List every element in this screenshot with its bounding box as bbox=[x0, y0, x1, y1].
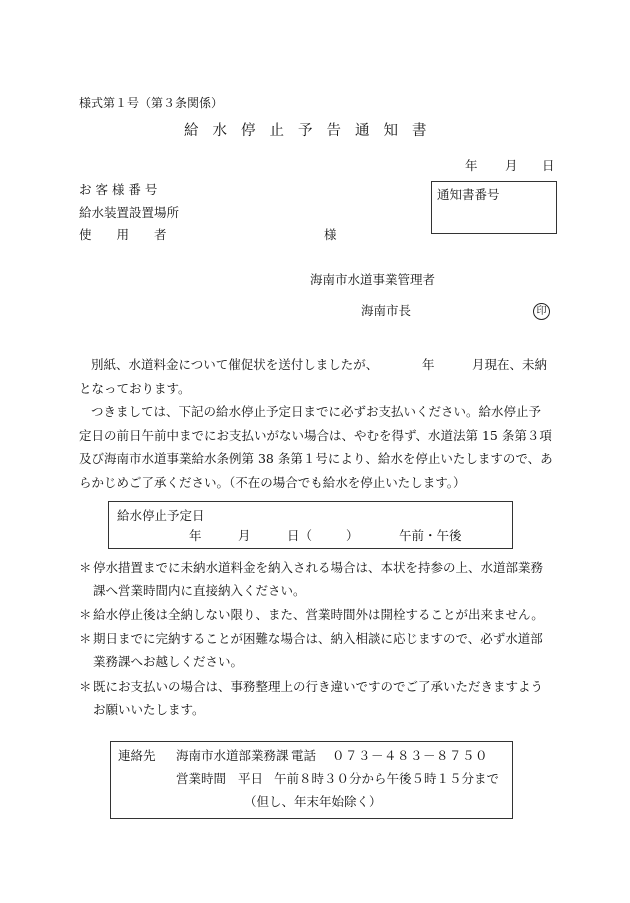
stop-date-month: 月 bbox=[238, 528, 251, 543]
note-text: 既にお支払いの場合は、事務整理上の行き違いですのでご了承いただきますようお願いいたします。 bbox=[93, 679, 544, 717]
stop-date-ampm: 午前・午後 bbox=[399, 528, 462, 543]
issuer-mayor: 海南市長 bbox=[361, 303, 412, 318]
stop-date-day: 日（ bbox=[287, 528, 313, 543]
date-year-label: 年 bbox=[465, 158, 478, 173]
issuer-manager: 海南市水道事業管理者 bbox=[310, 272, 436, 287]
notice-number-box bbox=[431, 181, 557, 234]
body-paragraph-2: つきましては、下記の給水停止予定日までに必ずお支払いください。給水停止予定日の前日午前中までにお支払いがない場合は、やむを得ず、水道法第 15 条第３項及び海南市水道事業給水条例第 38 条第１号により、給水を停止いたしますので、あらかじめご了承ください。（不在の場合でも給水を停止いたします。） bbox=[79, 404, 553, 490]
note-item bbox=[79, 603, 553, 626]
note-text: 給水停止後は全納しない限り、また、営業時間外は開栓することが出来ません。 bbox=[93, 607, 544, 622]
note-mark: ＊ bbox=[79, 607, 92, 622]
stop-date-box bbox=[108, 501, 513, 549]
note-text: 期日までに完納することが困難な場合は、納入相談に応じますので、必ず水道部業務課へお越しください。 bbox=[93, 631, 543, 669]
note-mark: ＊ bbox=[79, 679, 92, 694]
body-paragraph-1: 別紙、水道料金について催促状を送付しましたが、 年 月現在、未納となっております。 bbox=[79, 357, 548, 396]
date-month-label: 月 bbox=[505, 158, 518, 173]
contact-box bbox=[110, 741, 513, 819]
contact-label: 連絡先 bbox=[118, 748, 156, 763]
contact-hours-day: 平日 bbox=[238, 771, 264, 786]
form-number: 様式第１号（第３条関係） bbox=[79, 96, 224, 110]
contact-exception: （但し、年末年始除く） bbox=[244, 794, 382, 809]
location-label: 給水装置設置場所 bbox=[79, 205, 180, 220]
note-item bbox=[79, 675, 553, 721]
note-mark: ＊ bbox=[79, 560, 92, 575]
date-day-label: 日 bbox=[542, 158, 555, 173]
note-mark: ＊ bbox=[79, 631, 92, 646]
contact-hours-label: 営業時間 bbox=[176, 771, 227, 786]
notice-number-label: 通知書番号 bbox=[437, 187, 500, 202]
stop-date-year: 年 bbox=[189, 528, 202, 543]
page-title: 給水停止予告通知書 bbox=[184, 123, 441, 139]
customer-number-label: お 客 様 番 号 bbox=[79, 182, 158, 197]
stop-date-label: 給水停止予定日 bbox=[117, 508, 205, 523]
stop-date-close: ） bbox=[346, 528, 359, 543]
contact-phone: ０７３－４８３－８７５０ bbox=[332, 748, 489, 763]
user-label: 使 用 者 bbox=[79, 227, 167, 242]
contact-dept: 海南市水道部業務課 bbox=[176, 748, 289, 763]
note-text: 停水措置までに未納水道料金を納入される場合は、本状を持参の上、水道部業務課へ営業時間内に直接納入ください。 bbox=[93, 560, 544, 598]
contact-hours: 午前８時３０分から午後５時１５分まで bbox=[274, 771, 500, 786]
note-item bbox=[79, 627, 553, 673]
seal-icon: 印 bbox=[533, 303, 550, 320]
contact-phone-label: 電話 bbox=[291, 748, 317, 763]
note-item bbox=[79, 556, 553, 602]
honorific: 様 bbox=[324, 227, 337, 242]
